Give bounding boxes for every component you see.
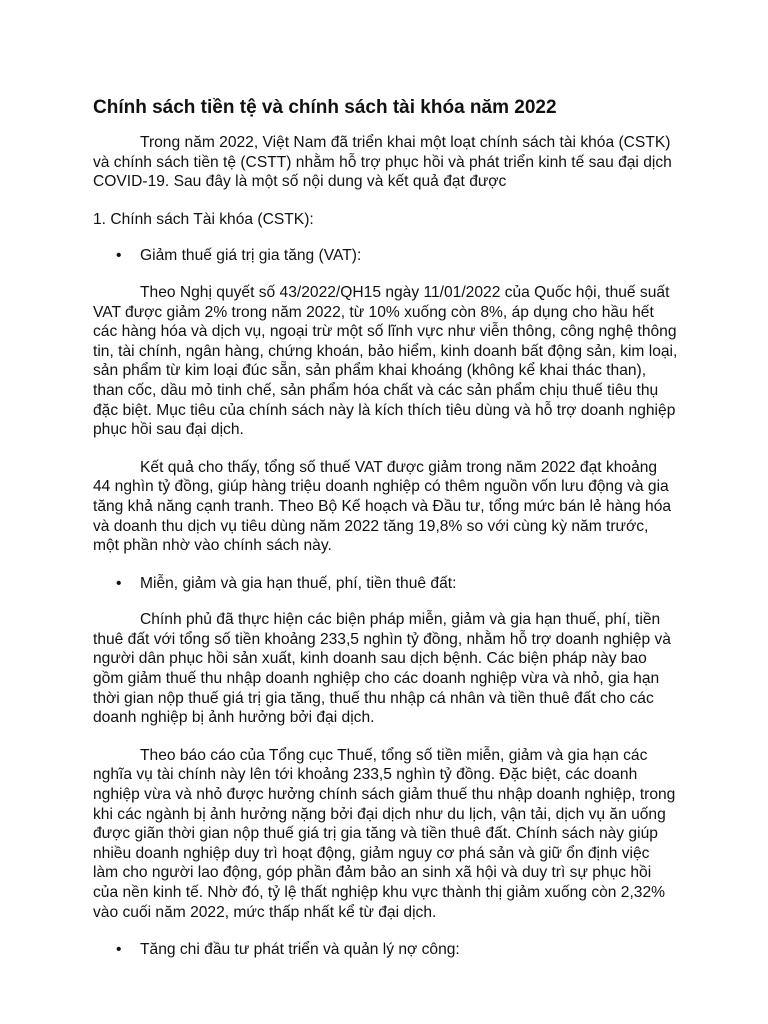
intro-paragraph: Trong năm 2022, Việt Nam đã triển khai một loạt chính sách tài khóa (CSTK) và chính sách tiền tệ (CSTT) nhằm hỗ trợ phục hồi và phát triển kinh tế sau đại dịch COVID-19. Sau đây là một số nội dung và kết quả đạt được	[93, 134, 672, 191]
document-title: Chính sách tiền tệ và chính sách tài khóa năm 2022	[93, 97, 557, 118]
bullet-item-vat	[93, 246, 678, 266]
bullet-label: Giảm thuế giá trị gia tăng (VAT):	[140, 247, 362, 265]
vat-paragraph-2: Kết quả cho thấy, tổng số thuế VAT được giảm trong năm 2022 đạt khoảng 44 nghìn tỷ đồng, giúp hàng triệu doanh nghiệp có thêm nguồn vốn lưu động và gia tăng khả năng cạnh tranh. Theo Bộ Kế hoạch và Đầu tư, tổng mức bán lẻ hàng hóa và doanh thu dịch vụ tiêu dùng năm 2022 tăng 19,8% so với cùng kỳ năm trước, một phần nhờ vào chính sách này.	[93, 458, 672, 555]
bullet-item-tax-relief	[93, 574, 678, 594]
bullet-label: Miễn, giảm và gia hạn thuế, phí, tiền thuê đất:	[140, 574, 457, 592]
bullet-icon: •	[116, 941, 122, 959]
vat-paragraph-1: Theo Nghị quyết số 43/2022/QH15 ngày 11/01/2022 của Quốc hội, thuế suất VAT được giảm 2% trong năm 2022, từ 10% xuống còn 8%, áp dụng cho hầu hết các hàng hóa và dịch vụ, ngoại trừ một số lĩnh vực như viễn thông, công nghệ thông tin, tài chính, ngân hàng, chứng khoán, bảo hiểm, kinh doanh bất động sản, kim loại, sản phẩm từ kim loại đúc sẵn, sản phẩm khai khoáng (không kể khai thác than), than cốc, dầu mỏ tinh chế, sản phẩm hóa chất và các sản phẩm chịu thuế tiêu thụ đặc biệt. Mục tiêu của chính sách này là kích thích tiêu dùng và hỗ trợ doanh nghiệp phục hồi sau đại dịch.	[93, 283, 678, 439]
document-page	[93, 96, 678, 977]
bullet-label: Tăng chi đầu tư phát triển và quản lý nợ công:	[140, 941, 460, 959]
tax-relief-paragraph-1: Chính phủ đã thực hiện các biện pháp miễn, giảm và gia hạn thuế, phí, tiền thuê đất với tổng số tiền khoảng 233,5 nghìn tỷ đồng, nhằm hỗ trợ doanh nghiệp và người dân phục hồi sản xuất, kinh doanh sau dịch bệnh. Các biện pháp này bao gồm giảm thuế thu nhập doanh nghiệp cho các doanh nghiệp vừa và nhỏ, gia hạn thời gian nộp thuế giá trị gia tăng, thuế thu nhập cá nhân và tiền thuê đất cho các doanh nghiệp bị ảnh hưởng bởi đại dịch.	[93, 611, 671, 727]
bullet-icon: •	[116, 247, 122, 265]
section-heading-fiscal-policy: 1. Chính sách Tài khóa (CSTK):	[93, 210, 314, 228]
bullet-item-public-investment	[93, 940, 678, 960]
tax-relief-paragraph-2: Theo báo cáo của Tổng cục Thuế, tổng số tiền miễn, giảm và gia hạn các nghĩa vụ tài chính này lên tới khoảng 233,5 nghìn tỷ đồng. Đặc biệt, các doanh nghiệp vừa và nhỏ được hưởng chính sách giảm thuế thu nhập doanh nghiệp, trong khi các ngành bị ảnh hưởng nặng bởi đại dịch như du lịch, vận tải, dịch vụ ăn uống được giãn thời gian nộp thuế giá trị gia tăng và tiền thuê đất. Chính sách này giúp nhiều doanh nghiệp duy trì hoạt động, giảm nguy cơ phá sản và giữ ổn định việc làm cho người lao động, góp phần đảm bảo an sinh xã hội và duy trì sự phục hồi của nền kinh tế. Nhờ đó, tỷ lệ thất nghiệp khu vực thành thị giảm xuống còn 2,32% vào cuối năm 2022, mức thấp nhất kể từ đại dịch.	[93, 746, 676, 921]
bullet-icon: •	[116, 574, 122, 592]
